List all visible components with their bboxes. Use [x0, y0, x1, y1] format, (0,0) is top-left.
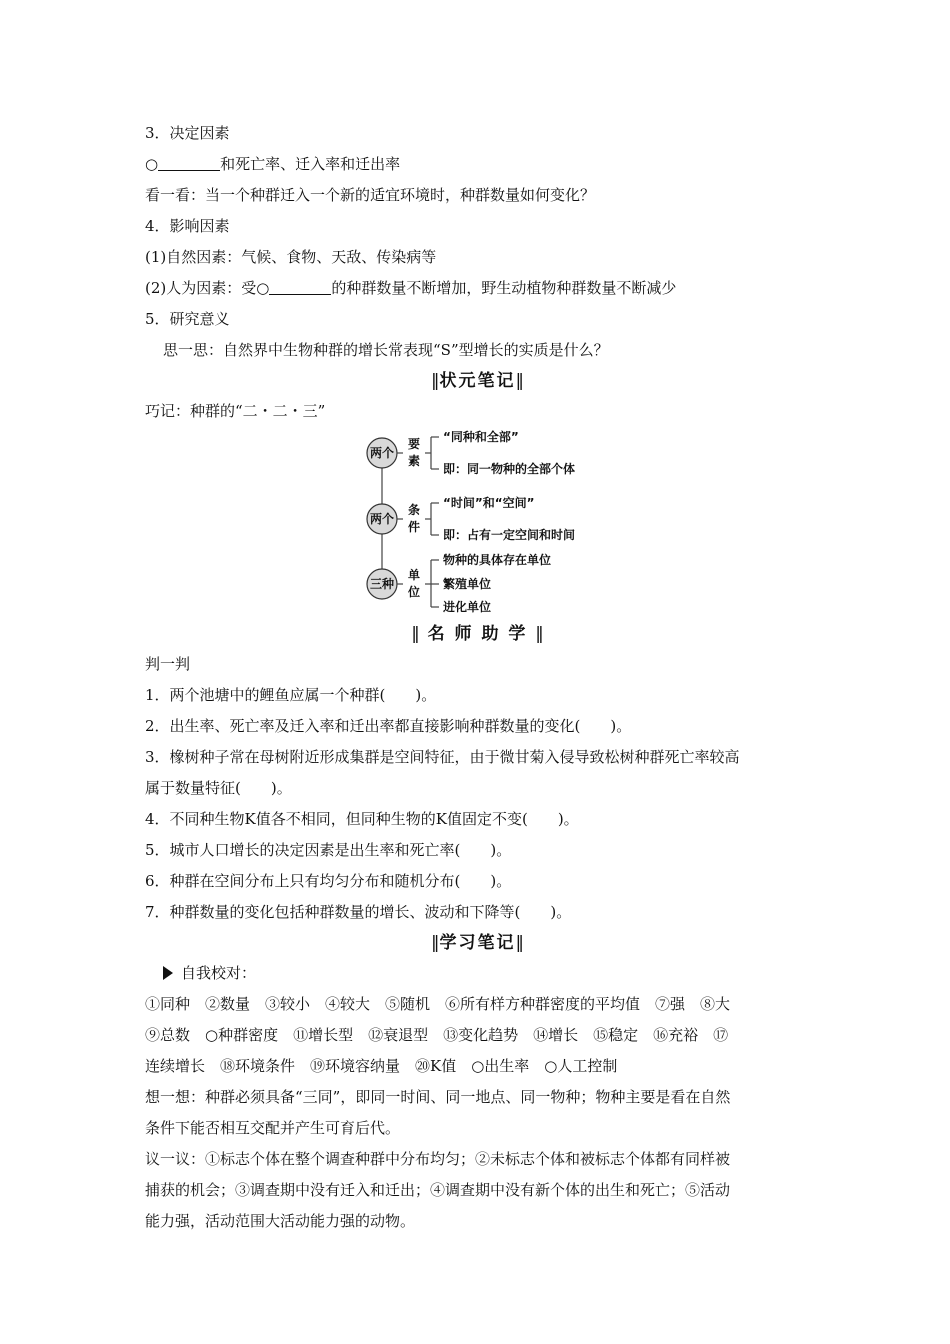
section-4-item-2: (2)人为因素：受○ 的种群数量不断增加，野生动植物种群数量不断减少 [145, 279, 677, 297]
discuss-answer-line-1: 议一议：①标志个体在整个调查种群中分布均匀；②未标志个体和被标志个体都有同样被 [145, 1150, 731, 1168]
judge-item: 6．种群在空间分布上只有均匀分布和随机分布( )。 [145, 872, 512, 890]
self-check-line-3: 连续增长 ⑱环境条件 ⑲环境容纳量 ⑳K值 ○出生率 ○人工控制 [145, 1057, 618, 1075]
mnemonic-text: 巧记：种群的“二・二・三” [145, 402, 326, 420]
node-2-item-2: 即：占有一定空间和时间 [443, 528, 576, 542]
think-answer-line-1: 想一想：种群必须具备“三同”，即同一时间、同一地点、同一物种；物种主要是看在自然 [145, 1088, 731, 1106]
teacher-heading: ‖ 名 师 助 学 ‖ [411, 624, 544, 644]
judge-item: 2．出生率、死亡率及迁入率和迁出率都直接影响种群数量的变化( )。 [145, 717, 632, 735]
node-3-label-a: 单 [407, 568, 421, 582]
self-check-line-1: ①同种 ②数量 ③较小 ④较大 ⑤随机 ⑥所有样方种群密度的平均值 ⑦强 ⑧大 [145, 995, 731, 1013]
node-3-item-2: 繁殖单位 [443, 577, 492, 591]
node-3-item-1: 物种的具体存在单位 [443, 553, 552, 567]
node-2-item-1: “时间”和“空间” [443, 496, 535, 510]
section-4-title: 4．影响因素 [145, 217, 230, 235]
judge-item: 4．不同种生物K值各不相同，但同种生物的K值固定不变( )。 [145, 810, 579, 828]
node-1-item-1: “同种和全部” [443, 430, 519, 444]
section-3-title: 3．决定因素 [145, 124, 230, 142]
concept-diagram [145, 429, 810, 619]
judge-title: 判一判 [145, 655, 191, 673]
fill-blank[interactable] [269, 278, 331, 295]
section-4-item-1: (1)自然因素：气候、食物、天敌、传染病等 [145, 248, 437, 266]
study-heading: ‖学习笔记‖ [431, 933, 524, 953]
look-question: 看一看：当一个种群迁入一个新的适宜环境时，种群数量如何变化？ [145, 186, 596, 204]
concept-diagram-svg [145, 429, 810, 619]
node-3-label-b: 位 [407, 585, 421, 599]
node-1-item-2: 即：同一物种的全部个体 [443, 462, 576, 476]
section-5-title: 5．研究意义 [145, 310, 230, 328]
judge-item: 5．城市人口增长的决定因素是出生率和死亡率( )。 [145, 841, 512, 859]
discuss-answer-line-2: 捕获的机会；③调查期中没有迁入和迁出；④调查期中没有新个体的出生和死亡；⑤活动 [145, 1181, 731, 1199]
node-3-text: 三种 [369, 577, 395, 591]
section-3-line: ○ 和死亡率、迁入率和迁出率 [145, 155, 401, 173]
node-1-label-a: 要 [407, 437, 421, 451]
notes-heading: ‖状元笔记‖ [431, 371, 524, 391]
judge-item: 属于数量特征( )。 [145, 779, 292, 797]
think-question: 思一思：自然界中生物种群的增长常表现“S”型增长的实质是什么？ [163, 341, 609, 359]
node-2-label-b: 件 [407, 520, 421, 534]
node-1-text: 两个 [369, 446, 395, 460]
judge-item: 7．种群数量的变化包括种群数量的增长、波动和下降等( )。 [145, 903, 572, 921]
discuss-answer-line-3: 能力强，活动范围大活动能力强的动物。 [145, 1212, 416, 1230]
triangle-marker-icon [163, 966, 173, 980]
node-1-label-b: 素 [407, 454, 421, 468]
node-2-text: 两个 [369, 512, 395, 526]
self-check-line-2: ⑨总数 ○种群密度 ⑪增长型 ⑫衰退型 ⑬变化趋势 ⑭增长 ⑮稳定 ⑯充裕 ⑰ [145, 1026, 729, 1044]
self-check-title-row: 自我校对： [145, 958, 810, 989]
node-3-item-3: 进化单位 [443, 600, 492, 614]
document-page [145, 118, 810, 1237]
judge-item: 1．两个池塘中的鲤鱼应属一个种群( )。 [145, 686, 437, 704]
node-2-label-a: 条 [407, 503, 421, 517]
fill-blank[interactable] [158, 154, 220, 171]
think-answer-line-2: 条件下能否相互交配并产生可育后代。 [145, 1119, 401, 1137]
judge-item: 3．橡树种子常在母树附近形成集群是空间特征，由于微甘菊入侵导致松树种群死亡率较高 [145, 748, 740, 766]
